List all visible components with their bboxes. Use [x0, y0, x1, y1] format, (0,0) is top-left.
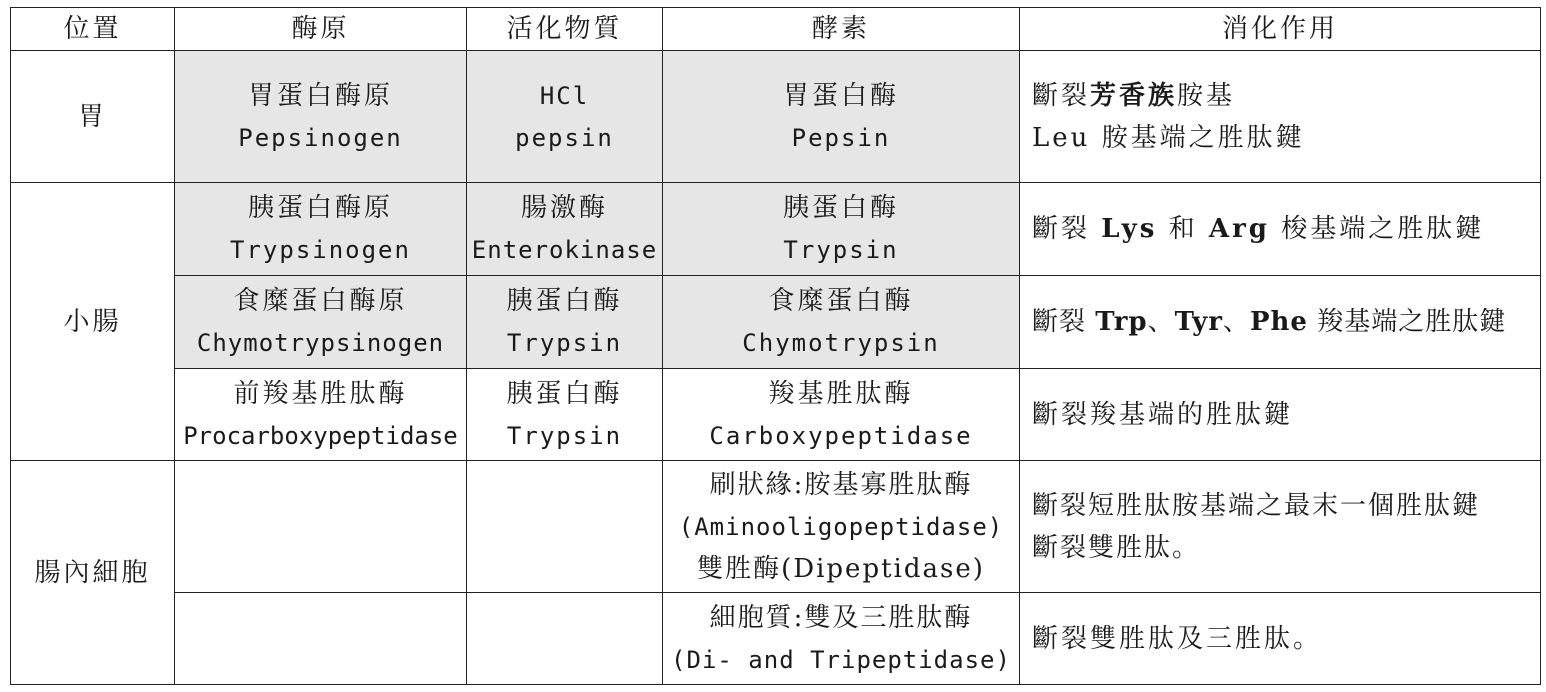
digestion-table: [10, 7, 1541, 685]
action-text: 梭基端之胜肽鍵: [1269, 214, 1485, 244]
header-enzyme: 酵素: [663, 8, 1020, 51]
activator-line2: pepsin: [515, 123, 614, 152]
action-text: 羧基端之胜肽鍵: [1307, 307, 1507, 337]
enzyme-zh: 食糜蛋白酶: [768, 286, 914, 316]
enzyme-cell: [663, 593, 1020, 685]
action-text: 、: [1222, 307, 1250, 337]
action-bold-text: Trp: [1095, 307, 1148, 337]
zymogen-zh: 食糜蛋白酶原: [233, 286, 408, 316]
activator-cell: [467, 276, 663, 369]
zymogen-cell: [175, 461, 467, 593]
activator-en: Trypsin: [506, 329, 623, 357]
activator-zh: 胰蛋白酶: [506, 378, 623, 409]
enzyme-line2: (Di- and Tripeptidase): [671, 645, 1011, 674]
action-text: 斷裂: [1032, 214, 1102, 244]
header-zymogen: 酶原: [175, 8, 467, 51]
location-stomach: 胃: [11, 51, 175, 183]
activator-line1: HCl: [539, 81, 590, 110]
enzyme-cell: [663, 51, 1020, 183]
enzyme-en: Pepsin: [791, 123, 891, 152]
zymogen-en: Chymotrypsinogen: [196, 329, 445, 357]
zymogen-zh: 前羧基胜肽酶: [233, 378, 408, 409]
activator-zh: 腸激酶: [520, 193, 608, 223]
zymogen-cell: [175, 369, 467, 461]
enzyme-line2: (Aminooligopeptidase): [678, 512, 1004, 541]
action-text: 斷裂: [1032, 307, 1096, 337]
action-cell: 斷裂雙胜肽及三胜肽。: [1020, 593, 1541, 685]
table-row: [11, 593, 1541, 685]
enzyme-cell: [663, 183, 1020, 276]
action-text: 和: [1157, 214, 1209, 244]
action-cell: [1020, 51, 1541, 183]
header-action: 消化作用: [1020, 8, 1541, 51]
activator-zh: 胰蛋白酶: [506, 286, 623, 316]
action-line: [1032, 301, 1540, 343]
activator-cell: [467, 183, 663, 276]
action-text: 、: [1147, 307, 1175, 337]
action-cell: 斷裂羧基端的胜肽鍵: [1020, 369, 1541, 461]
location-small-intestine: 小腸: [11, 183, 175, 461]
enzyme-zh: 羧基胜肽酶: [768, 378, 914, 409]
activator-cell: [467, 461, 663, 593]
enzyme-zh: 胃蛋白酶: [782, 80, 899, 111]
action-bold-text: Phe: [1249, 307, 1308, 337]
table-row: [11, 369, 1541, 461]
zymogen-en: Procarboxypeptidase: [183, 421, 458, 450]
zymogen-zh: 胃蛋白酶原: [247, 80, 393, 111]
zymogen-cell: [175, 593, 467, 685]
enzyme-en: Trypsin: [783, 236, 899, 264]
zymogen-en: Pepsinogen: [238, 123, 403, 152]
header-row: [11, 8, 1541, 51]
zymogen-cell: [175, 276, 467, 369]
enzyme-cell: [663, 461, 1020, 593]
zymogen-zh: 胰蛋白酶原: [247, 193, 393, 223]
action-cell: [1020, 461, 1541, 593]
enzyme-zh: 胰蛋白酶: [782, 193, 899, 223]
header-location: 位置: [11, 8, 175, 51]
table-row: [11, 276, 1541, 369]
enzyme-line1: 刷狀緣:胺基寡胜肽酶: [709, 469, 973, 500]
enzyme-line1: 細胞質:雙及三胜肽酶: [709, 602, 973, 633]
enzyme-line3: 雙胜酶(Dipeptidase): [697, 553, 985, 584]
activator-cell: [467, 593, 663, 685]
activator-en: Enterokinase: [471, 236, 658, 264]
action-bold-text: Lys: [1101, 214, 1158, 244]
enzyme-cell: [663, 276, 1020, 369]
action-text: 斷裂: [1032, 80, 1091, 111]
activator-cell: [467, 369, 663, 461]
action-bold-text: Arg: [1208, 214, 1270, 244]
header-activator: 活化物質: [467, 8, 663, 51]
zymogen-en: Trypsinogen: [230, 236, 411, 264]
enzyme-en: Chymotrypsin: [742, 329, 940, 357]
table-row: [11, 183, 1541, 276]
activator-cell: [467, 51, 663, 183]
zymogen-cell: [175, 183, 467, 276]
action-cell: [1020, 183, 1541, 276]
activator-en: Trypsin: [506, 421, 623, 450]
table-row: [11, 461, 1541, 593]
action-text: 胺基: [1177, 80, 1236, 111]
action-line1: [1032, 75, 1540, 117]
enzyme-cell: [663, 369, 1020, 461]
location-intestinal-cell: 腸內細胞: [11, 461, 175, 685]
table-row: [11, 51, 1541, 183]
enzyme-en: Carboxypeptidase: [709, 421, 973, 450]
zymogen-cell: [175, 51, 467, 183]
action-cell: [1020, 276, 1541, 369]
action-line1: 斷裂短胜肽胺基端之最末一個胜肽鍵: [1032, 490, 1481, 521]
action-bold-text: Tyr: [1174, 307, 1223, 337]
action-line2: Leu 胺基端之胜肽鍵: [1032, 122, 1305, 153]
action-line: [1032, 208, 1540, 250]
action-line2: 斷裂雙胜肽。: [1032, 532, 1201, 563]
action-bold-text: 芳香族: [1090, 80, 1178, 111]
